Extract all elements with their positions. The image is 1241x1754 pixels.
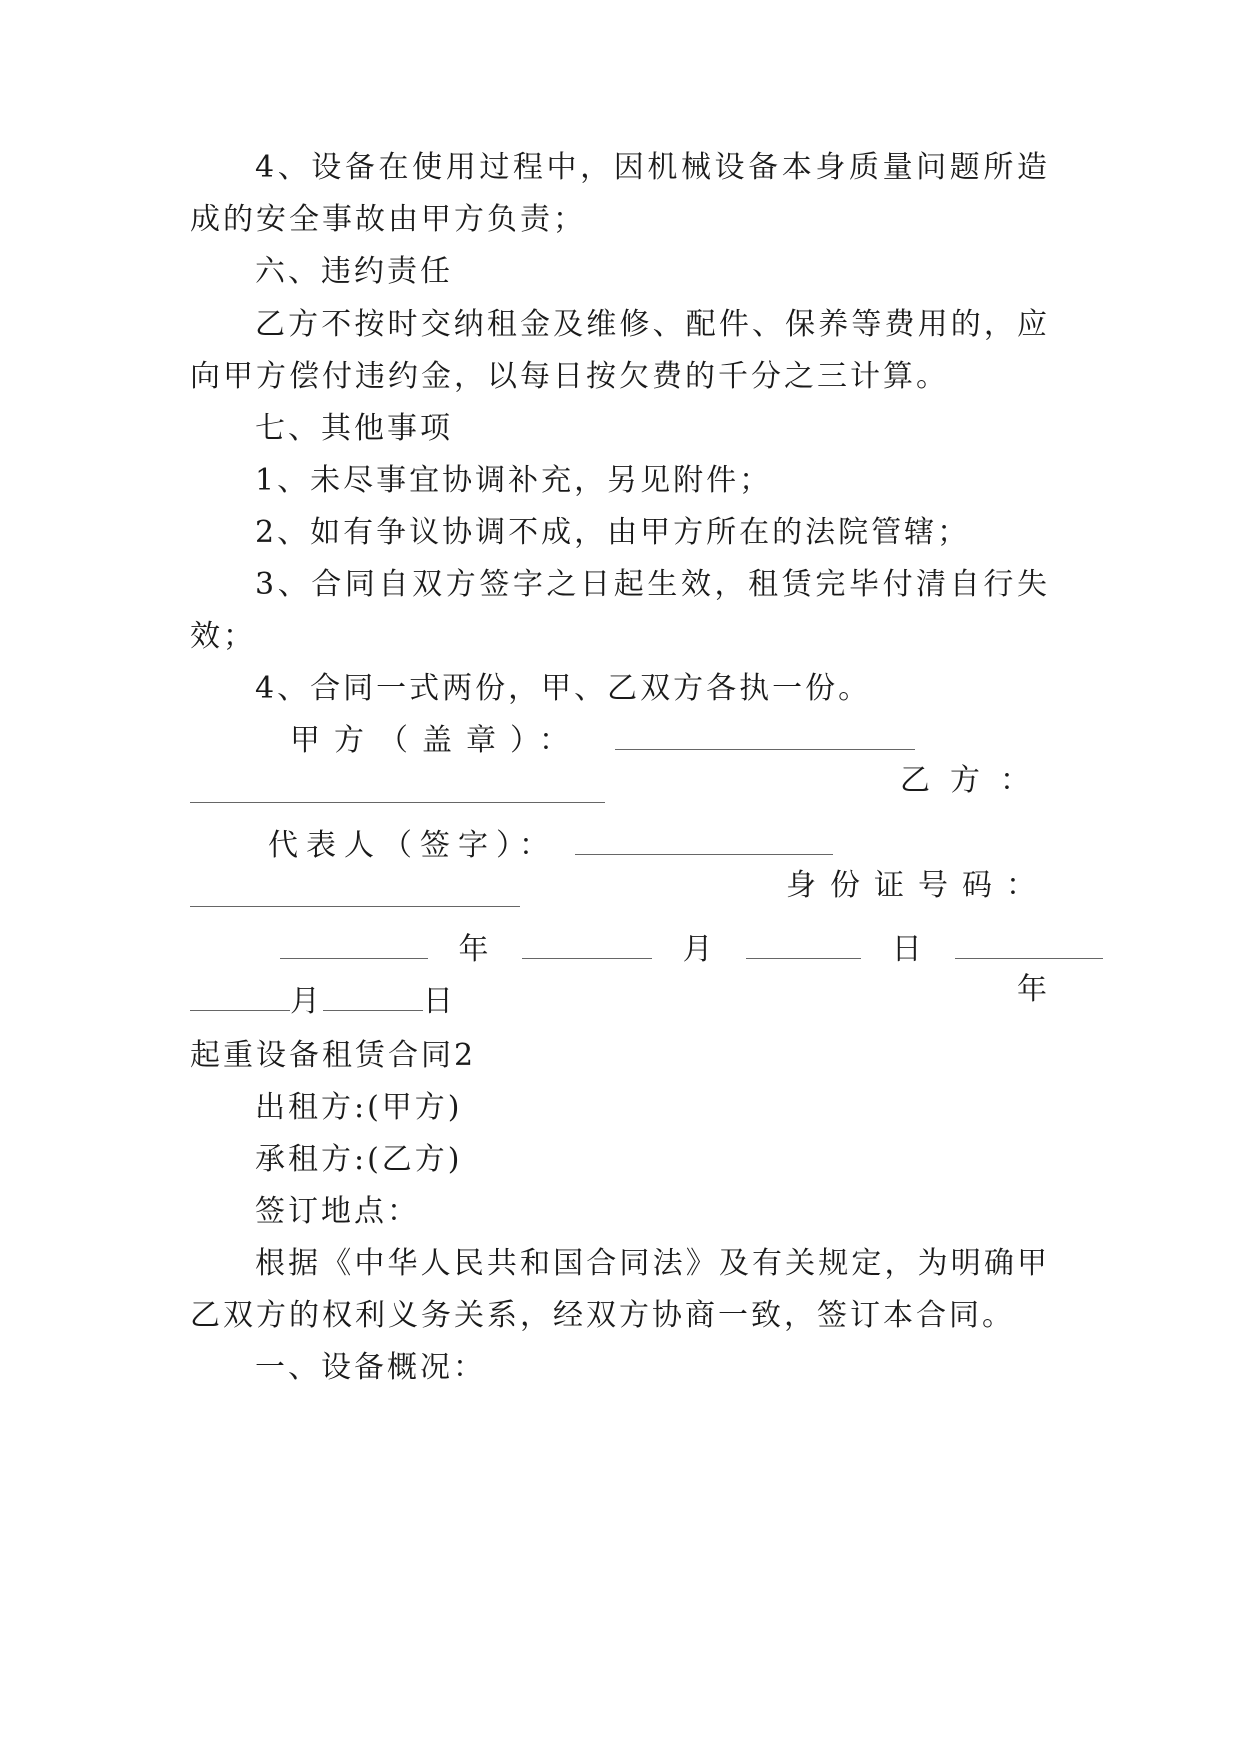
contract-2-title: 起重设备租赁合同2 [190, 1038, 477, 1073]
party-b-blank [190, 776, 605, 803]
date-a-day-blank [746, 932, 861, 959]
date-a-month-label: 月 [682, 932, 716, 967]
date-b-month-label: 月 [290, 984, 323, 1019]
id-number-blank [190, 880, 520, 907]
party-a-seal-blank [615, 723, 915, 750]
clause-4-line-2: 成的安全事故由甲方负责； [190, 202, 586, 237]
signature-row-2-cont [190, 878, 1050, 918]
section-6-heading: 六、违约责任 [255, 254, 453, 289]
lessor-line: 出租方:(甲方) [255, 1090, 463, 1125]
signature-row-1-cont [190, 774, 1050, 814]
section-1-heading: 一、设备概况： [255, 1350, 486, 1385]
date-b-year-label: 年 [1017, 972, 1050, 1007]
lessee-line: 承租方:(乙方) [255, 1142, 463, 1177]
date-b-day-label: 日 [423, 984, 456, 1019]
representative-label: 代表人（签字）： [268, 828, 557, 863]
section-7-item-2: 2、如有争议协调不成，由甲方所在的法院管辖； [255, 515, 971, 550]
section-7-item-4: 4、合同一式两份，甲、乙双方各执一份。 [255, 671, 872, 706]
date-a-year-label: 年 [458, 932, 492, 967]
signing-place-line: 签订地点： [255, 1194, 420, 1229]
section-7-item-3-line-1: 3、合同自双方签字之日起生效，租赁完毕付清自行失 [255, 567, 1050, 602]
section-6-para-line-1: 乙方不按时交纳租金及维修、配件、保养等费用的，应 [255, 307, 1050, 342]
date-a-month-blank [522, 932, 652, 959]
section-7-heading: 七、其他事项 [255, 411, 453, 446]
date-b-month-blank [190, 984, 290, 1011]
id-number-label: 身份证号码： [786, 868, 1050, 903]
party-b-label: 乙方： [900, 763, 1050, 798]
date-b-year-blank [955, 932, 1103, 959]
date-a-year-blank [280, 932, 428, 959]
date-row-2 [190, 982, 1050, 1022]
party-a-seal-label: 甲方（盖章）： [290, 723, 583, 758]
preamble-line-2: 乙双方的权利义务关系，经双方协商一致，签订本合同。 [190, 1298, 1015, 1333]
clause-4-line-1: 4、设备在使用过程中，因机械设备本身质量问题所造 [255, 150, 1050, 185]
section-7-item-3-line-2: 效； [190, 619, 256, 654]
date-a-day-label: 日 [891, 932, 925, 967]
preamble-line-1: 根据《中华人民共和国合同法》及有关规定，为明确甲 [255, 1246, 1050, 1281]
date-b-day-blank [323, 984, 423, 1011]
section-7-item-1: 1、未尽事宜协调补充，另见附件； [255, 463, 773, 498]
representative-blank [575, 828, 833, 855]
section-6-para-line-2: 向甲方偿付违约金，以每日按欠费的千分之三计算。 [190, 359, 949, 394]
